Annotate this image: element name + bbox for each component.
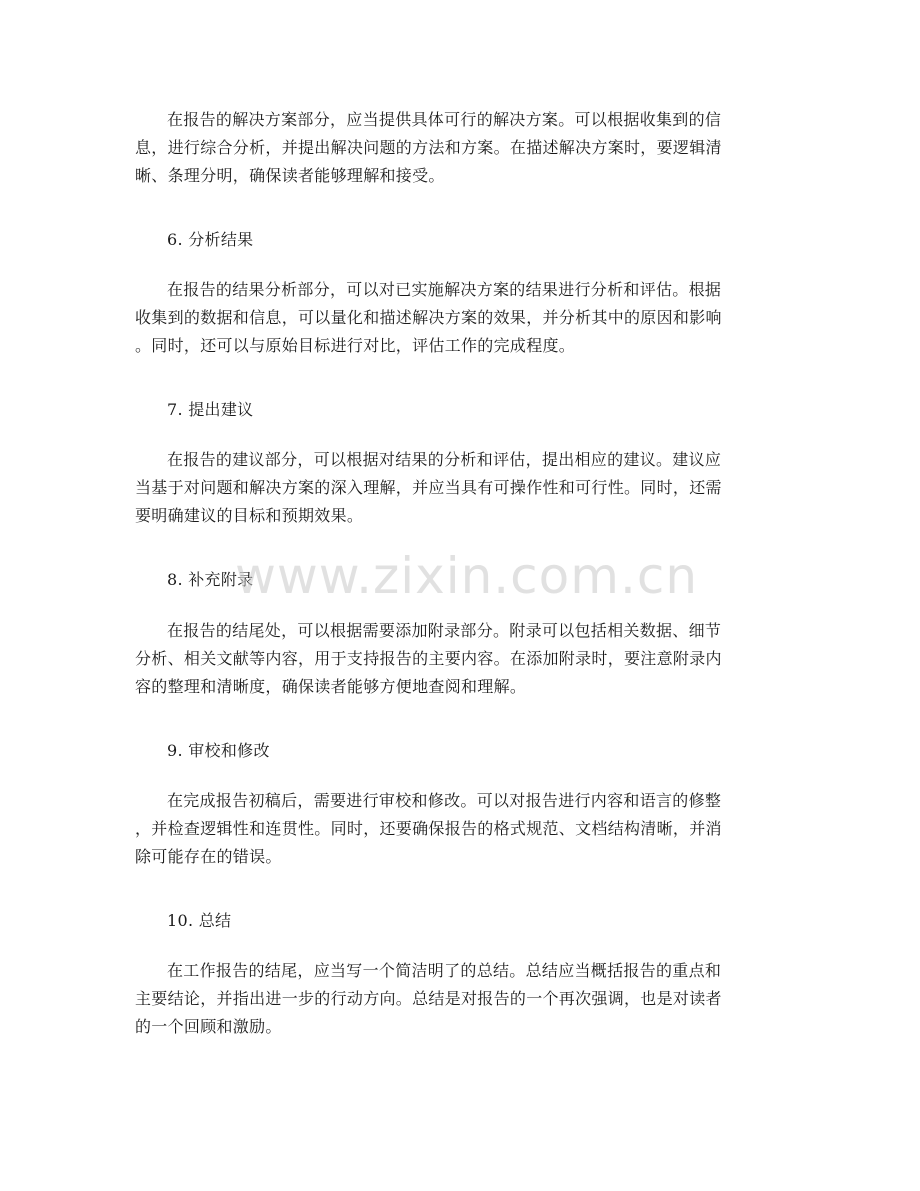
paragraph-line: 主要结论，并指出进一步的行动方向。总结是对报告的一个再次强调，也是对读者 [135, 989, 722, 1008]
paragraph-line: 在报告的结果分析部分，可以对已实施解决方案的结果进行分析和评估。根据 [167, 280, 722, 299]
paragraph-solution [135, 106, 790, 190]
paragraph-line: 在报告的建议部分，可以根据对结果的分析和评估，提出相应的建议。建议应 [167, 450, 722, 469]
paragraph-line: 容的整理和清晰度，确保读者能够方便地查阅和理解。 [135, 677, 527, 696]
section-heading-9: 9. 审校和修改 [167, 741, 270, 760]
paragraph-line: 当基于对问题和解决方案的深入理解，并应当具有可操作性和可行性。同时，还需 [135, 478, 722, 497]
paragraph-line: 在报告的结尾处，可以根据需要添加附录部分。附录可以包括相关数据、细节 [167, 621, 722, 640]
section-heading-7: 7. 提出建议 [167, 400, 254, 419]
paragraph-suggestions [135, 446, 790, 530]
paragraph-line: 在工作报告的结尾，应当写一个简洁明了的总结。总结应当概括报告的重点和 [167, 961, 722, 980]
paragraph-line: 的一个回顾和激励。 [135, 1017, 282, 1036]
paragraph-line: 收集到的数据和信息，可以量化和描述解决方案的效果，并分析其中的原因和影响 [135, 308, 722, 327]
paragraph-line: 要明确建议的目标和预期效果。 [135, 506, 364, 525]
paragraph-line: 分析、相关文献等内容，用于支持报告的主要内容。在添加附录时，要注意附录内 [135, 649, 722, 668]
paragraph-line: ，并检查逻辑性和连贯性。同时，还要确保报告的格式规范、文档结构清晰，并消 [135, 819, 722, 838]
paragraph-line: 。同时，还可以与原始目标进行对比，评估工作的完成程度。 [135, 336, 576, 355]
section-heading-8: 8. 补充附录 [167, 570, 254, 589]
paragraph-line: 在完成报告初稿后，需要进行审校和修改。可以对报告进行内容和语言的修整 [167, 791, 722, 810]
paragraph-line: 晰、条理分明，确保读者能够理解和接受。 [135, 166, 445, 185]
paragraph-line: 息，进行综合分析，并提出解决问题的方法和方案。在描述解决方案时，要逻辑清 [135, 138, 722, 157]
paragraph-appendix [135, 617, 790, 701]
watermark-text: www.zixin.com.cn [235, 547, 699, 605]
section-heading-10: 10. 总结 [167, 911, 232, 930]
section-heading-6: 6. 分析结果 [167, 230, 254, 249]
paragraph-review [135, 787, 790, 871]
paragraph-summary [135, 957, 790, 1041]
paragraph-line: 除可能存在的错误。 [135, 847, 282, 866]
paragraph-result-analysis [135, 276, 790, 360]
paragraph-line: 在报告的解决方案部分，应当提供具体可行的解决方案。可以根据收集到的信 [167, 110, 722, 129]
